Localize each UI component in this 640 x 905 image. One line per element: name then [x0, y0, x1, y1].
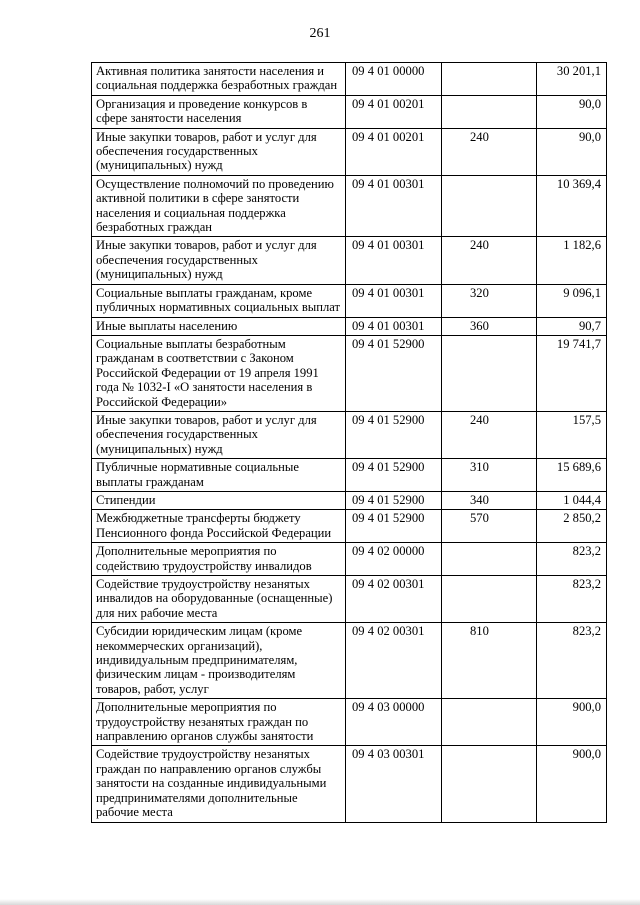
table-row — [92, 237, 607, 284]
row-vr-cell: 360 — [442, 317, 537, 335]
row-sum-cell: 9 096,1 — [537, 284, 607, 317]
row-sum-cell: 823,2 — [537, 576, 607, 623]
row-code-cell: 09 4 01 52900 — [346, 491, 442, 509]
row-name-cell: Иные закупки товаров, работ и услуг для обеспечения государственных (муниципальных) нужд — [92, 237, 346, 284]
row-vr-cell — [442, 175, 537, 237]
table-row — [92, 335, 607, 411]
table-row — [92, 175, 607, 237]
table-row — [92, 746, 607, 822]
table-row — [92, 284, 607, 317]
row-code-cell: 09 4 01 52900 — [346, 411, 442, 458]
row-vr-cell: 570 — [442, 510, 537, 543]
row-code-cell: 09 4 01 00201 — [346, 95, 442, 128]
budget-table — [91, 62, 607, 823]
row-sum-cell: 1 182,6 — [537, 237, 607, 284]
row-sum-cell: 900,0 — [537, 746, 607, 822]
row-sum-cell: 157,5 — [537, 411, 607, 458]
page-number: 261 — [309, 26, 331, 41]
row-vr-cell: 240 — [442, 237, 537, 284]
row-vr-cell — [442, 699, 537, 746]
row-code-cell: 09 4 01 00201 — [346, 128, 442, 175]
table-row — [92, 623, 607, 699]
row-code-cell: 09 4 02 00301 — [346, 576, 442, 623]
row-vr-cell — [442, 576, 537, 623]
row-code-cell: 09 4 01 00301 — [346, 237, 442, 284]
row-name-cell: Иные выплаты населению — [92, 317, 346, 335]
table-row — [92, 491, 607, 509]
row-name-cell: Дополнительные мероприятия по содействию трудоустройству инвалидов — [92, 543, 346, 576]
row-name-cell: Социальные выплаты безработным гражданам в соответствии с Законом Российской Федерации от 19 апреля 1991 года № 1032-I «О занятости населения в Российской Федерации» — [92, 335, 346, 411]
row-code-cell: 09 4 01 52900 — [346, 335, 442, 411]
table-row — [92, 699, 607, 746]
row-sum-cell: 90,0 — [537, 128, 607, 175]
table-row — [92, 411, 607, 458]
row-name-cell: Дополнительные мероприятия по трудоустройству незанятых граждан по направлению органов службы занятости — [92, 699, 346, 746]
row-name-cell: Содействие трудоустройству незанятых инвалидов на оборудованные (оснащенные) для них рабочие места — [92, 576, 346, 623]
row-code-cell: 09 4 01 00301 — [346, 284, 442, 317]
row-sum-cell: 19 741,7 — [537, 335, 607, 411]
row-vr-cell — [442, 543, 537, 576]
row-code-cell: 09 4 01 00301 — [346, 175, 442, 237]
row-name-cell: Стипендии — [92, 491, 346, 509]
row-sum-cell: 30 201,1 — [537, 63, 607, 96]
row-vr-cell — [442, 335, 537, 411]
row-sum-cell: 823,2 — [537, 543, 607, 576]
row-name-cell: Публичные нормативные социальные выплаты гражданам — [92, 459, 346, 492]
table-row — [92, 317, 607, 335]
row-name-cell: Активная политика занятости населения и социальная поддержка безработных граждан — [92, 63, 346, 96]
table-row — [92, 63, 607, 96]
row-name-cell: Содействие трудоустройству незанятых граждан по направлению органов службы занятости на созданные индивидуальными предпринимателями дополнительные рабочие места — [92, 746, 346, 822]
row-name-cell: Социальные выплаты гражданам, кроме публичных нормативных социальных выплат — [92, 284, 346, 317]
table-row — [92, 95, 607, 128]
table-row — [92, 459, 607, 492]
row-name-cell: Организация и проведение конкурсов в сфере занятости населения — [92, 95, 346, 128]
row-vr-cell: 340 — [442, 491, 537, 509]
row-name-cell: Иные закупки товаров, работ и услуг для обеспечения государственных (муниципальных) нужд — [92, 128, 346, 175]
row-vr-cell: 240 — [442, 411, 537, 458]
row-code-cell: 09 4 01 00301 — [346, 317, 442, 335]
row-vr-cell — [442, 63, 537, 96]
row-code-cell: 09 4 02 00301 — [346, 623, 442, 699]
row-vr-cell: 310 — [442, 459, 537, 492]
table-row — [92, 543, 607, 576]
row-sum-cell: 10 369,4 — [537, 175, 607, 237]
row-name-cell: Субсидии юридическим лицам (кроме некоммерческих организаций), индивидуальным предпринимателям, физическим лицам - производителям товаров, работ, услуг — [92, 623, 346, 699]
row-vr-cell — [442, 95, 537, 128]
row-sum-cell: 15 689,6 — [537, 459, 607, 492]
row-sum-cell: 2 850,2 — [537, 510, 607, 543]
budget-table-body — [92, 63, 607, 823]
row-name-cell: Иные закупки товаров, работ и услуг для обеспечения государственных (муниципальных) нужд — [92, 411, 346, 458]
row-sum-cell: 90,0 — [537, 95, 607, 128]
table-row — [92, 510, 607, 543]
row-sum-cell: 1 044,4 — [537, 491, 607, 509]
row-vr-cell: 240 — [442, 128, 537, 175]
row-name-cell: Осуществление полномочий по проведению активной политики в сфере занятости населения и социальная поддержка безработных граждан — [92, 175, 346, 237]
row-vr-cell: 320 — [442, 284, 537, 317]
row-sum-cell: 90,7 — [537, 317, 607, 335]
row-sum-cell: 823,2 — [537, 623, 607, 699]
table-row — [92, 576, 607, 623]
row-sum-cell: 900,0 — [537, 699, 607, 746]
row-code-cell: 09 4 03 00000 — [346, 699, 442, 746]
row-name-cell: Межбюджетные трансферты бюджету Пенсионного фонда Российской Федерации — [92, 510, 346, 543]
scan-edge — [0, 899, 640, 905]
row-code-cell: 09 4 01 52900 — [346, 459, 442, 492]
row-code-cell: 09 4 02 00000 — [346, 543, 442, 576]
row-code-cell: 09 4 01 52900 — [346, 510, 442, 543]
row-code-cell: 09 4 01 00000 — [346, 63, 442, 96]
row-code-cell: 09 4 03 00301 — [346, 746, 442, 822]
table-row — [92, 128, 607, 175]
row-vr-cell — [442, 746, 537, 822]
row-vr-cell: 810 — [442, 623, 537, 699]
